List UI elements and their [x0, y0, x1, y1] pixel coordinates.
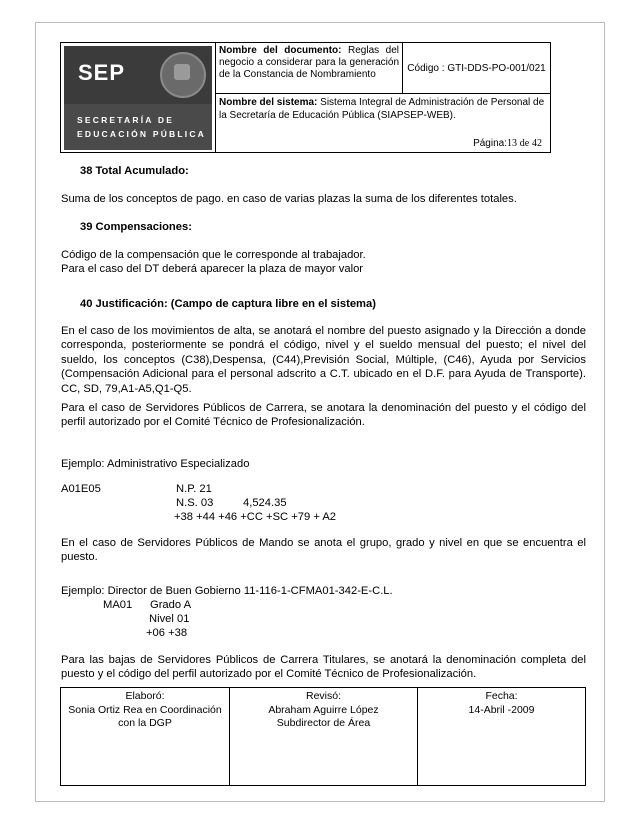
paragraph-40c: En el caso de Servidores Públicos de Mando se anota el grupo, grado y nivel en que se encuentra el puesto.: [61, 537, 586, 564]
example-1-ns: N.S. 03: [176, 497, 214, 509]
example-1-concepts: +38 +44 +46 +CC +SC +79 + A2: [174, 511, 337, 523]
paragraph-40d: Para las bajas de Servidores Públicos de Carrera Titulares, se anotará la denominación completa del puesto y el código del perfil autorizado por el Comité Técnico de Profesionalización.: [61, 654, 586, 681]
reviso-cell: [230, 688, 418, 786]
reviso-label: Revisó:: [305, 690, 341, 702]
elaboro-label: Elaboró:: [125, 690, 165, 702]
approval-footer: [60, 687, 586, 786]
paragraph-39a: Código de la compensación que le corresponde al trabajador.: [61, 249, 366, 261]
paragraph-40a: En el caso de los movimientos de alta, se anotará el nombre del puesto asignado y la Dirección a donde corresponda, posteriormente se pondrá el código, nivel y el sueldo mensual del puesto; el nivel del sueldo, los conceptos (C38),Despensa, (C44),Previsión Social, Múltiple, (C46), Ayuda por Servicios (Compensación Adicional para el personal adscrito a C.T. ubicado en el D.F. para Ayuda de Transporte). CC, SD, 79,A1-A5,Q1-Q5.: [61, 325, 586, 395]
document-name-label: Nombre del documento:: [219, 45, 342, 56]
page-number: Página:13 de 42: [473, 138, 542, 149]
system-name-label: Nombre del sistema:: [219, 97, 318, 108]
reviso-name: Abraham Aguirre López: [268, 703, 379, 716]
example-2-nivel: Nivel 01: [149, 613, 190, 625]
fecha-cell: [418, 688, 586, 786]
example-1-np: N.P. 21: [176, 483, 212, 495]
example-2-code: MA01: [103, 599, 133, 611]
document-code: Código : GTI-DDS-PO-001/021: [403, 43, 551, 94]
example-1-code: A01E05: [61, 483, 101, 495]
heading-38: 38 Total Acumulado:: [80, 165, 189, 177]
heading-39: 39 Compensaciones:: [80, 221, 192, 233]
paragraph-39b: Para el caso del DT deberá aparecer la plaza de mayor valor: [61, 263, 364, 275]
sep-logo-text: SEP: [78, 60, 126, 85]
sep-logo: [64, 46, 212, 150]
reviso-role: Subdirector de Área: [276, 717, 371, 729]
example-1-title: Ejemplo: Administrativo Especializado: [61, 458, 250, 470]
document-header: [60, 42, 551, 153]
elaboro-cell: [61, 688, 230, 786]
system-name-value: Sistema Integral de Administración de Personal de la Secretaría de Educación Pública (SIAPSEP-WEB).: [219, 97, 545, 121]
example-2-concepts: +06 +38: [146, 627, 188, 639]
example-2-title: Ejemplo: Director de Buen Gobierno 11-116-1-CFMA01-342-E-C.L.: [61, 585, 393, 597]
fecha-label: Fecha:: [485, 690, 518, 702]
system-name-cell: [216, 94, 551, 153]
logo-cell: [61, 43, 216, 153]
example-1-amount: 4,524.35: [243, 497, 287, 509]
logo-subtitle: SECRETARÍA DE EDUCACIÓN PÚBLICA: [77, 115, 207, 139]
elaboro-name: Sonia Ortiz Rea en Coordinación: [68, 703, 222, 716]
fecha-value: 14-Abril -2009: [468, 703, 535, 716]
coat-of-arms-icon: [160, 52, 206, 98]
example-2-grado: Grado A: [150, 599, 192, 611]
document-name-cell: [216, 43, 403, 94]
heading-40: 40 Justificación: (Campo de captura libre en el sistema): [80, 298, 376, 310]
paragraph-40b: Para el caso de Servidores Públicos de Carrera, se anotara la denominación del puesto y el código del perfil autorizado por el Comité Técnico de Profesionalización.: [61, 402, 586, 429]
elaboro-role: con la DGP: [118, 717, 172, 729]
document-name-value: Reglas del negocio a considerar para la generación de la Constancia de Nombramiento: [219, 45, 399, 80]
paragraph-38: Suma de los conceptos de pago. en caso de varias plazas la suma de los diferentes totales.: [61, 193, 517, 205]
